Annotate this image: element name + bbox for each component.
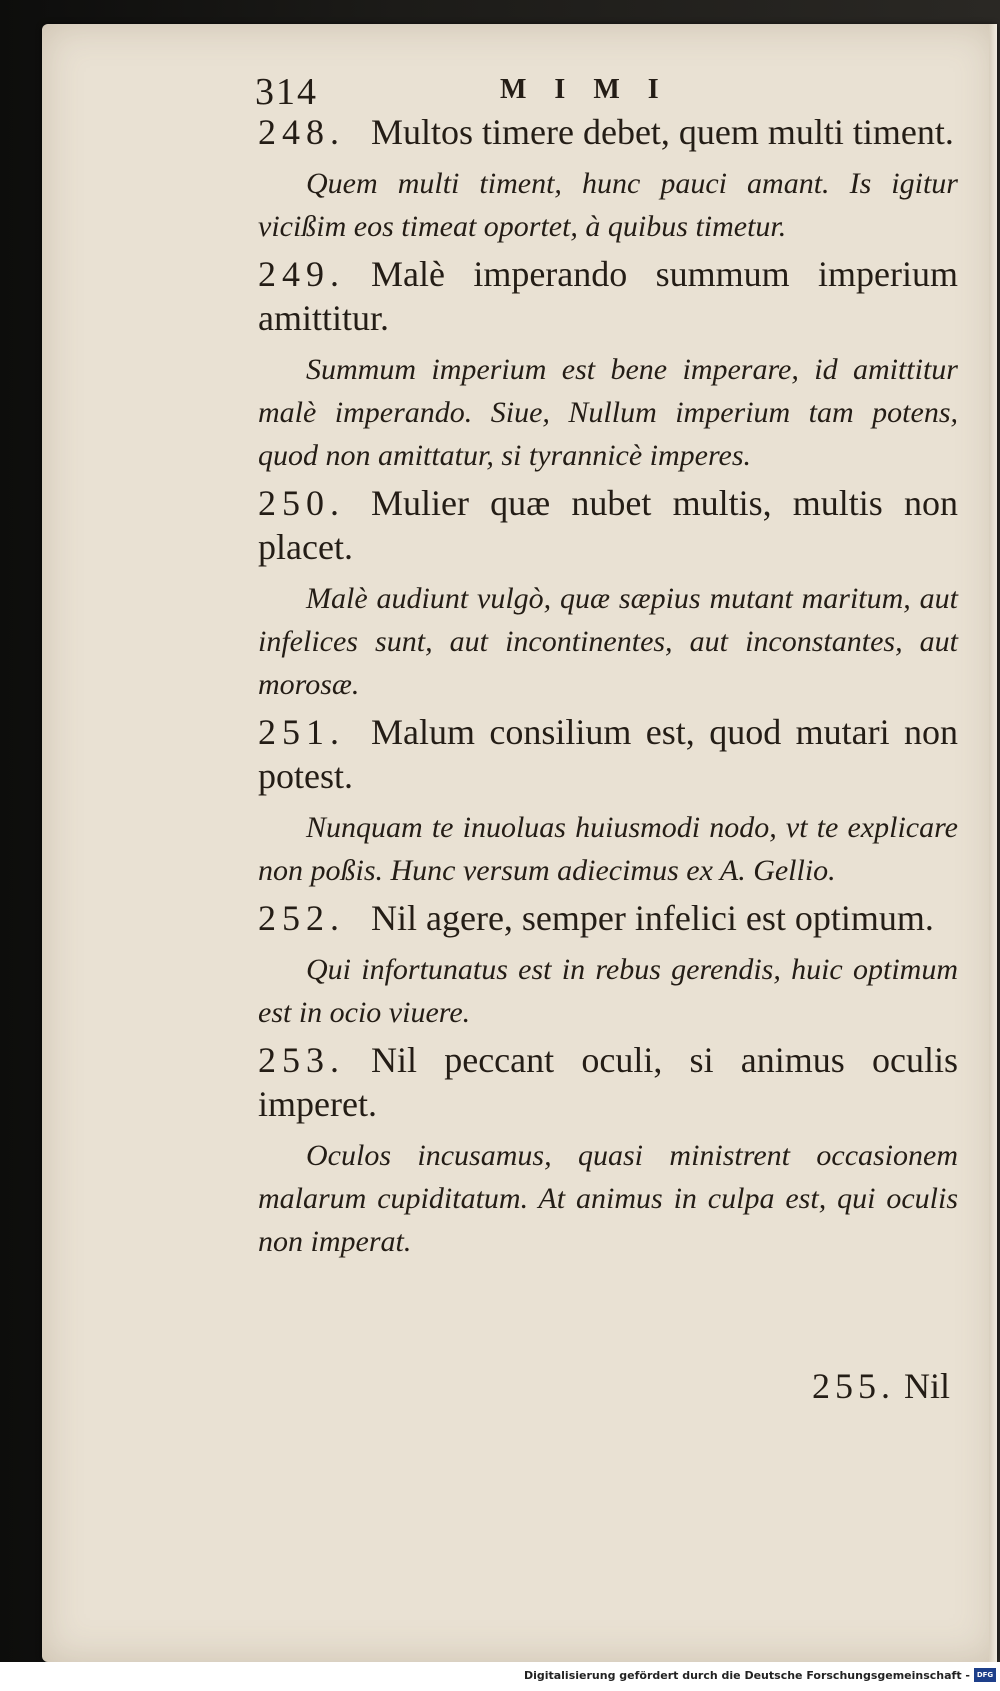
page-number: 314 xyxy=(255,71,318,113)
maxim-number: 249. xyxy=(258,254,345,294)
maxim-text: Multos timere debet, quem multi timent. xyxy=(371,112,954,152)
entry-252 xyxy=(258,896,958,1034)
maxim-number: 250. xyxy=(258,483,345,523)
maxim-text: Malum consilium est, quod mutari non potest. xyxy=(258,712,958,796)
maxim xyxy=(258,1038,958,1126)
running-head: MIMI xyxy=(500,74,687,105)
entry-253 xyxy=(258,1038,958,1263)
entry-250 xyxy=(258,481,958,706)
entry-248 xyxy=(258,110,958,248)
gloss: Quem multi timent, hunc pauci amant. Is igitur vicißim eos timeat oportet, à quibus timetur. xyxy=(258,167,958,243)
catchword xyxy=(812,1365,950,1407)
entry-249 xyxy=(258,252,958,477)
page-edge xyxy=(989,24,997,1662)
maxim-number: 253. xyxy=(258,1040,345,1080)
maxim-number: 252. xyxy=(258,898,345,938)
gloss: Qui infortunatus est in rebus gerendis, huic optimum est in ocio viuere. xyxy=(258,953,958,1029)
gloss: Oculos incusamus, quasi ministrent occasionem malarum cupiditatum. At animus in culpa est, qui oculis non imperat. xyxy=(258,1139,958,1258)
catchword-text: Nil xyxy=(903,1366,950,1406)
funding-credit: Digitalisierung gefördert durch die Deutsche Forschungsgemeinschaft - xyxy=(523,1669,970,1682)
maxim-number: 248. xyxy=(258,112,345,152)
maxim xyxy=(258,252,958,340)
gloss: Malè audiunt vulgò, quæ sæpius mutant maritum, aut infelices sunt, aut incontinentes, aut inconstantes, aut morosæ. xyxy=(258,582,958,701)
entry-251 xyxy=(258,710,958,892)
text-block xyxy=(258,110,958,1267)
maxim-number: 251. xyxy=(258,712,345,752)
catchword-number: 255. xyxy=(811,1366,895,1406)
maxim xyxy=(258,896,958,940)
maxim xyxy=(258,481,958,569)
maxim xyxy=(258,710,958,798)
gloss: Summum imperium est bene imperare, id amittitur malè imperando. Siue, Nullum imperium tam potens, quod non amittatur, si tyrannicè imperes. xyxy=(258,353,958,472)
page-header xyxy=(255,70,955,113)
maxim-text: Mulier quæ nubet multis, multis non placet. xyxy=(258,483,958,567)
gloss: Nunquam te inuoluas huiusmodi nodo, vt te explicare non poßis. Hunc versum adiecimus ex A. Gellio. xyxy=(258,811,958,887)
maxim xyxy=(258,110,958,154)
maxim-text: Nil agere, semper infelici est optimum. xyxy=(371,898,934,938)
maxim-text: Malè imperando summum imperium amittitur. xyxy=(258,254,958,338)
dfg-logo-icon: DFG xyxy=(974,1668,996,1682)
maxim-text: Nil peccant oculi, si animus oculis imperet. xyxy=(258,1040,958,1124)
digitization-footer xyxy=(0,1662,1000,1691)
